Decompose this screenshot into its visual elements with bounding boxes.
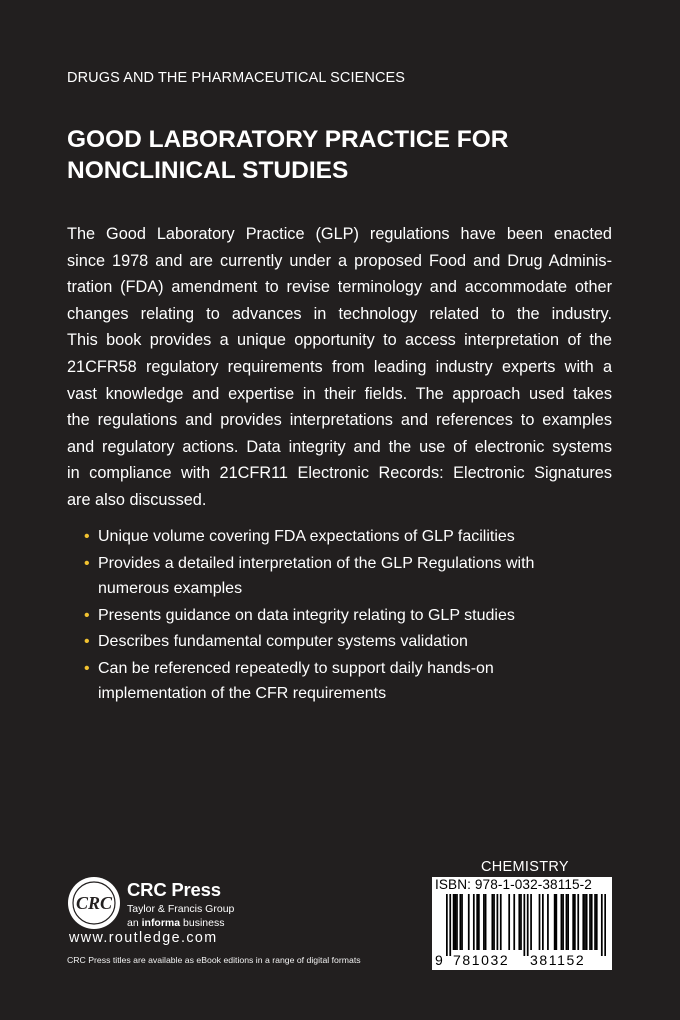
barcode-bar: [491, 894, 493, 950]
barcode-bar: [527, 894, 529, 956]
bullet-icon: •: [84, 633, 90, 650]
barcode-bar: [572, 894, 574, 950]
description-line: changes relating to advances in technology related to the industry.: [67, 304, 612, 323]
publisher-logo: [67, 876, 267, 932]
isbn-number: ISBN: 978-1-032-38115-2: [435, 877, 592, 892]
feature-item: [84, 656, 604, 707]
barcode-bar: [555, 894, 557, 950]
barcode-bar: [483, 894, 485, 950]
subject-category: CHEMISTRY: [481, 859, 569, 875]
barcode-bar: [518, 894, 520, 950]
crc-logo-icon: [67, 876, 121, 930]
feature-item: [84, 551, 604, 602]
barcode-bar: [554, 894, 556, 950]
barcode-bar: [478, 894, 480, 950]
business-suffix: business: [183, 917, 225, 929]
barcode-bar: [584, 894, 586, 950]
barcode-icon: [446, 894, 606, 956]
barcode-right-group: 381152: [530, 952, 586, 968]
barcode-bar: [604, 894, 606, 956]
description-line: the regulations and provides interpretations and references to examples: [67, 411, 612, 430]
feature-text: Presents guidance on data integrity relating to GLP studies: [98, 606, 515, 624]
barcode-bar: [542, 894, 544, 950]
description-line: 21CFR58 regulatory requirements from leading industry experts with a: [67, 357, 612, 376]
barcode-bar: [523, 894, 525, 956]
bullet-icon: •: [84, 528, 90, 545]
barcode-bar: [577, 894, 579, 950]
barcode-bar: [468, 894, 470, 950]
barcode-bar: [594, 894, 596, 950]
publisher-business: [127, 917, 225, 929]
barcode-bar: [589, 894, 591, 950]
barcode-bar: [459, 894, 461, 950]
barcode-bar: [461, 894, 463, 950]
feature-text: Can be referenced repeatedly to support daily hands-on: [98, 659, 494, 677]
crc-logo-text: CRC: [75, 893, 113, 913]
business-brand: informa: [141, 917, 181, 929]
barcode-bar: [520, 894, 522, 950]
barcode-bar: [500, 894, 502, 950]
barcode-bar: [473, 894, 475, 950]
feature-item: [84, 629, 604, 655]
description-line: and regulatory actions. Data integrity and the use of electronic systems: [67, 437, 612, 456]
barcode-bar: [574, 894, 576, 950]
bullet-icon: •: [84, 554, 90, 572]
barcode-bar: [547, 894, 549, 950]
feature-item: [84, 603, 604, 629]
feature-list: [84, 524, 604, 708]
barcode-bar: [513, 894, 515, 950]
barcode-bar: [591, 894, 593, 950]
publisher-group: Taylor & Francis Group: [127, 903, 235, 915]
barcode-left-group: 781032: [453, 952, 510, 968]
description-line: since 1978 and are currently under a proposed Food and Drug Adminis-: [67, 251, 612, 270]
barcode-bar: [454, 894, 456, 950]
feature-text: numerous examples: [98, 580, 243, 597]
feature-text: Unique volume covering FDA expectations of GLP facilities: [98, 528, 515, 545]
barcode-lead-digit: 9: [435, 952, 443, 968]
feature-item: [84, 524, 604, 550]
feature-text: Provides a detailed interpretation of the GLP Regulations with: [98, 554, 535, 572]
title-line: GOOD LABORATORY PRACTICE FOR: [67, 126, 509, 153]
barcode-bar: [582, 894, 584, 950]
book-title: [67, 124, 627, 186]
series-name: DRUGS AND THE PHARMACEUTICAL SCIENCES: [67, 70, 406, 86]
barcode-bar: [566, 894, 568, 950]
barcode-bar: [562, 894, 564, 950]
barcode-bar: [567, 894, 569, 950]
barcode-bar: [446, 894, 448, 956]
description-line: in compliance with 21CFR11 Electronic Records: Electronic Signatures: [67, 464, 612, 483]
publisher-website[interactable]: www.routledge.com: [69, 930, 218, 946]
barcode-bar: [453, 894, 455, 950]
ebook-note: CRC Press titles are available as eBook editions in a range of digital formats: [67, 955, 361, 965]
barcode-bar: [539, 894, 541, 950]
barcode-panel: [432, 877, 612, 970]
bullet-icon: •: [84, 659, 90, 677]
description-line: This book provides a unique opportunity to access interpretation of the: [67, 331, 612, 350]
bullet-icon: •: [84, 606, 90, 624]
description-line: vast knowledge and expertise in their fields. The approach used takes: [67, 384, 612, 403]
barcode-bar: [456, 894, 458, 950]
barcode-bar: [561, 894, 563, 950]
barcode-bar: [596, 894, 598, 950]
barcode-bar: [530, 894, 532, 950]
publisher-name: CRC Press: [127, 879, 221, 900]
barcode-bar: [485, 894, 487, 950]
business-prefix: an: [127, 917, 139, 929]
description-line: are also discussed.: [67, 490, 207, 509]
barcode-bar: [508, 894, 510, 950]
feature-text: implementation of the CFR requirements: [98, 685, 387, 702]
barcode-bar: [601, 894, 603, 956]
feature-text: Describes fundamental computer systems validation: [98, 633, 468, 650]
book-description: [67, 221, 612, 514]
barcode-bar: [449, 894, 451, 956]
description-line: The Good Laboratory Practice (GLP) regulations have been enacted: [67, 225, 612, 243]
barcode-bar: [476, 894, 478, 950]
barcode-bar: [586, 894, 588, 950]
barcode-bar: [497, 894, 499, 950]
description-line: tration (FDA) amendment to revise terminology and accommodate other: [67, 278, 612, 297]
barcode-bar: [493, 894, 495, 950]
title-line: NONCLINICAL STUDIES: [67, 157, 349, 184]
